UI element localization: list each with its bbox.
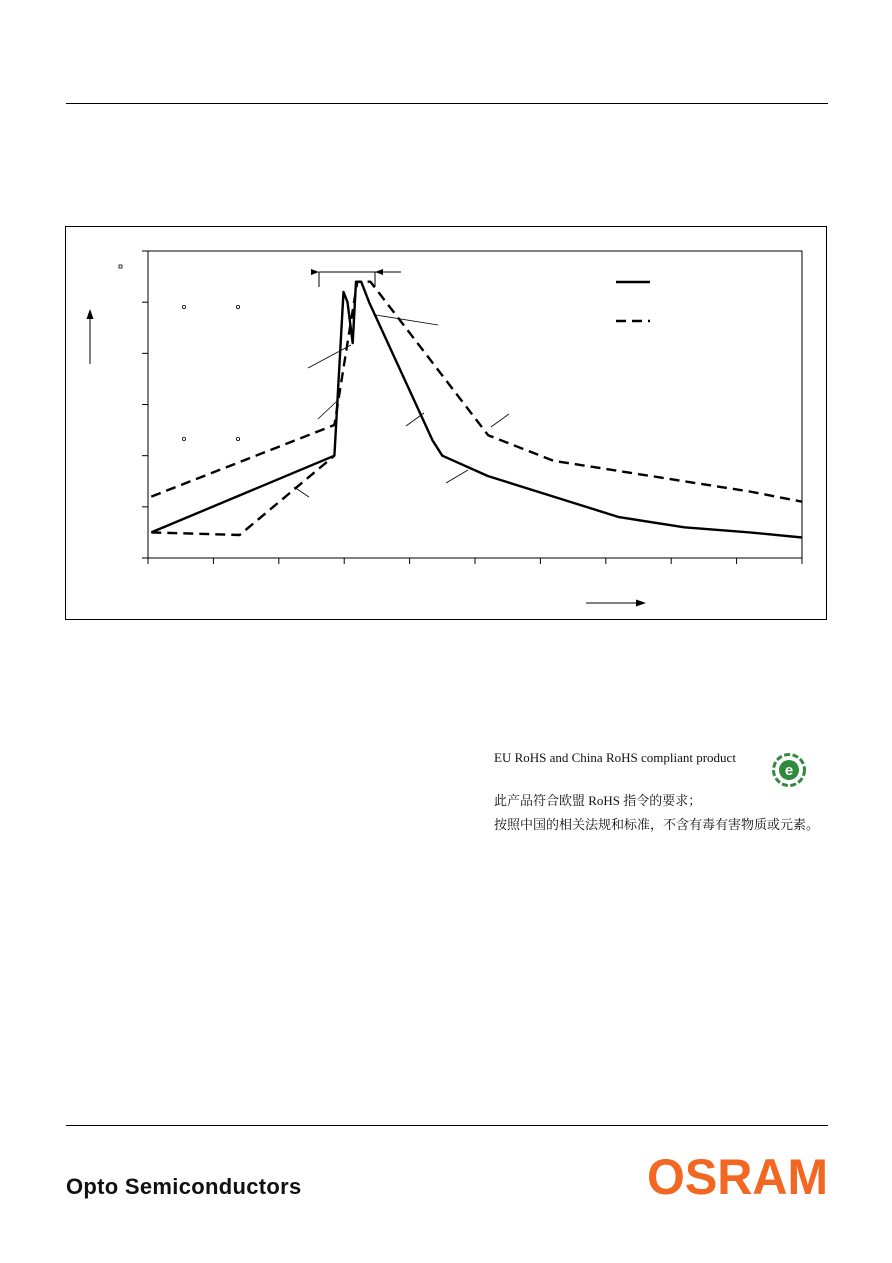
series-line-1 (151, 282, 802, 538)
annotation-leader-line (406, 413, 424, 426)
y-axis-arrow-head (87, 309, 94, 319)
china-rohs-e-icon (772, 753, 806, 787)
annotation-leader-line (294, 487, 309, 497)
degree-marker (236, 437, 239, 440)
annotation-leader-line (376, 315, 438, 325)
rohs-logo-letter: e (784, 762, 794, 779)
annotation-leader-line (318, 402, 336, 419)
series-line-2 (151, 282, 802, 502)
peak-window-arrow-left (311, 269, 319, 275)
plot-area-border (148, 251, 802, 558)
osram-logo (647, 1151, 828, 1201)
rohs-english-text: EU RoHS and China RoHS compliant product (494, 750, 736, 765)
osram-logo-text: OSRAM (647, 1151, 828, 1201)
header-rule (66, 103, 828, 104)
chart-frame (65, 226, 827, 620)
reflow-profile-chart (66, 227, 828, 621)
peak-window-arrow-right (375, 269, 383, 275)
annotation-leader-line (491, 414, 509, 427)
unit-marker (119, 265, 122, 268)
rohs-chinese-line-2: 按照中国的相关法规和标准，不含有毒有害物质或元素。 (494, 817, 820, 832)
chart-ticks (142, 251, 802, 564)
chart-series-layer (151, 282, 802, 538)
chart-annotations (87, 265, 651, 607)
degree-marker (182, 437, 185, 440)
chart-axes (148, 251, 802, 558)
degree-marker (182, 305, 185, 308)
x-axis-arrow-head (636, 600, 646, 607)
footer-brand-text: Opto Semiconductors (66, 1174, 302, 1199)
degree-marker (236, 305, 239, 308)
footer-rule (66, 1125, 828, 1126)
rohs-chinese-line-1: 此产品符合欧盟 RoHS 指令的要求； (494, 793, 702, 808)
annotation-leader-line (446, 470, 468, 483)
